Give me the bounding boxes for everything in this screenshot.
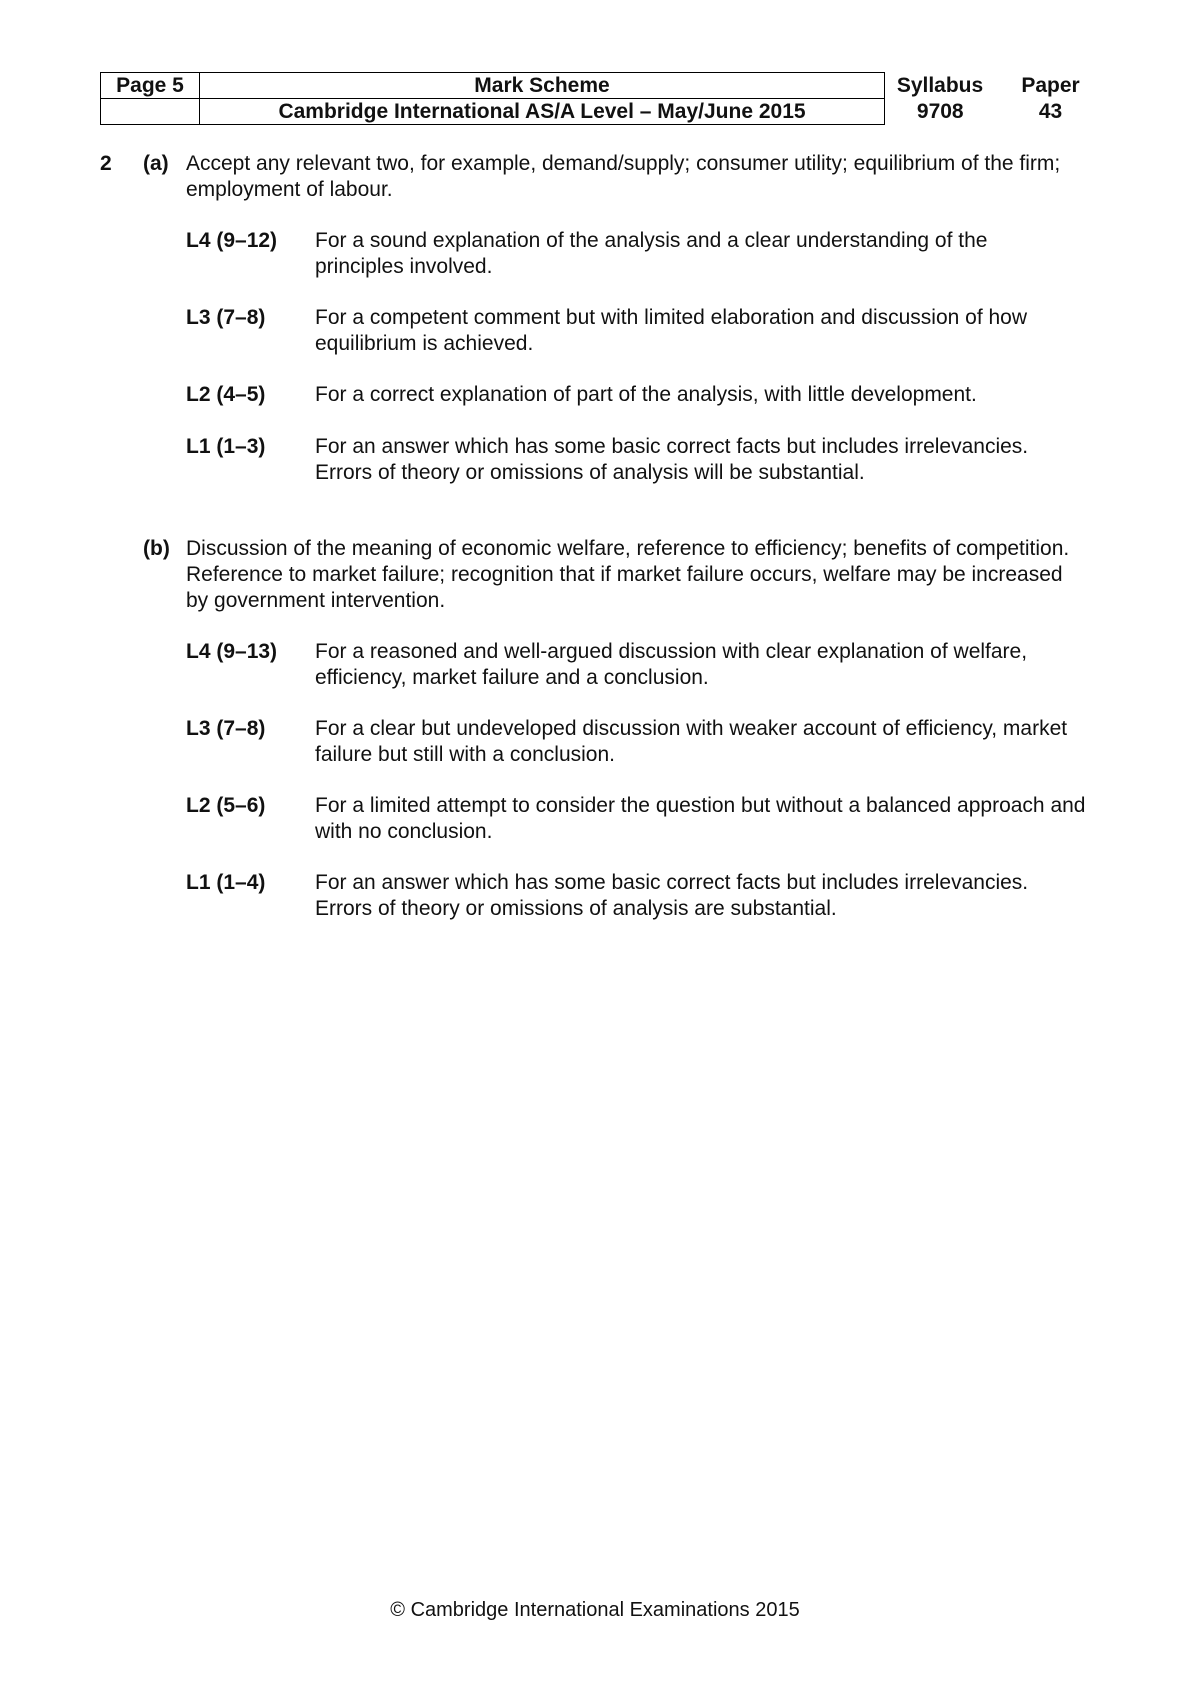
a-level-3-text: For a competent comment but with limited elaboration and discussion of how equilibrium is achieved. [315, 306, 1028, 355]
part-b-text: Discussion of the meaning of economic welfare, reference to efficiency; benefits of competition. Reference to market failure; recognition that if market failure occurs, welfare may be increased by government intervention. [186, 537, 1070, 612]
document-title: Mark Scheme [200, 73, 885, 99]
page-number-blank [101, 99, 200, 125]
header-table [100, 72, 1106, 125]
b-level-4-label: L4 (9–13) [186, 640, 278, 663]
part-a-label: (a) [143, 152, 169, 175]
b-level-3-label: L3 (7–8) [186, 717, 266, 740]
page-number: Page 5 [101, 73, 200, 99]
a-level-1-label: L1 (1–3) [186, 435, 266, 458]
a-level-2-text: For a correct explanation of part of the analysis, with little development. [315, 383, 977, 406]
paper-value: 43 [1038, 100, 1063, 123]
a-level-3-label: L3 (7–8) [186, 306, 266, 329]
part-a-text: Accept any relevant two, for example, demand/supply; consumer utility; equilibrium of the firm; employment of labour. [186, 152, 1061, 201]
b-level-4-text: For a reasoned and well-argued discussion with clear explanation of welfare, efficiency, market failure and a conclusion. [315, 640, 1028, 689]
b-level-1-text: For an answer which has some basic correct facts but includes irrelevancies. Errors of theory or omissions of analysis are substantial. [315, 871, 1029, 920]
a-level-4-text: For a sound explanation of the analysis and a clear understanding of the principles involved. [315, 229, 988, 278]
document-subtitle: Cambridge International AS/A Level – May/June 2015 [200, 99, 885, 125]
a-level-2-label: L2 (4–5) [186, 383, 266, 406]
b-level-3-text: For a clear but undeveloped discussion with weaker account of efficiency, market failure but still with a conclusion. [315, 717, 1068, 766]
question-number: 2 [100, 152, 112, 175]
a-level-4-label: L4 (9–12) [186, 229, 278, 252]
syllabus-value: 9708 [916, 100, 964, 123]
b-level-2-text: For a limited attempt to consider the question but without a balanced approach and with no conclusion. [315, 794, 1086, 843]
part-b-label: (b) [143, 537, 170, 560]
a-level-1-text: For an answer which has some basic correct facts but includes irrelevancies. Errors of theory or omissions of analysis will be substantial. [315, 435, 1029, 484]
b-level-1-label: L1 (1–4) [186, 871, 266, 894]
syllabus-label: Syllabus [896, 74, 984, 97]
b-level-2-label: L2 (5–6) [186, 794, 266, 817]
copyright-footer: © Cambridge International Examinations 2015 [390, 1599, 800, 1621]
paper-label: Paper [1021, 74, 1080, 97]
